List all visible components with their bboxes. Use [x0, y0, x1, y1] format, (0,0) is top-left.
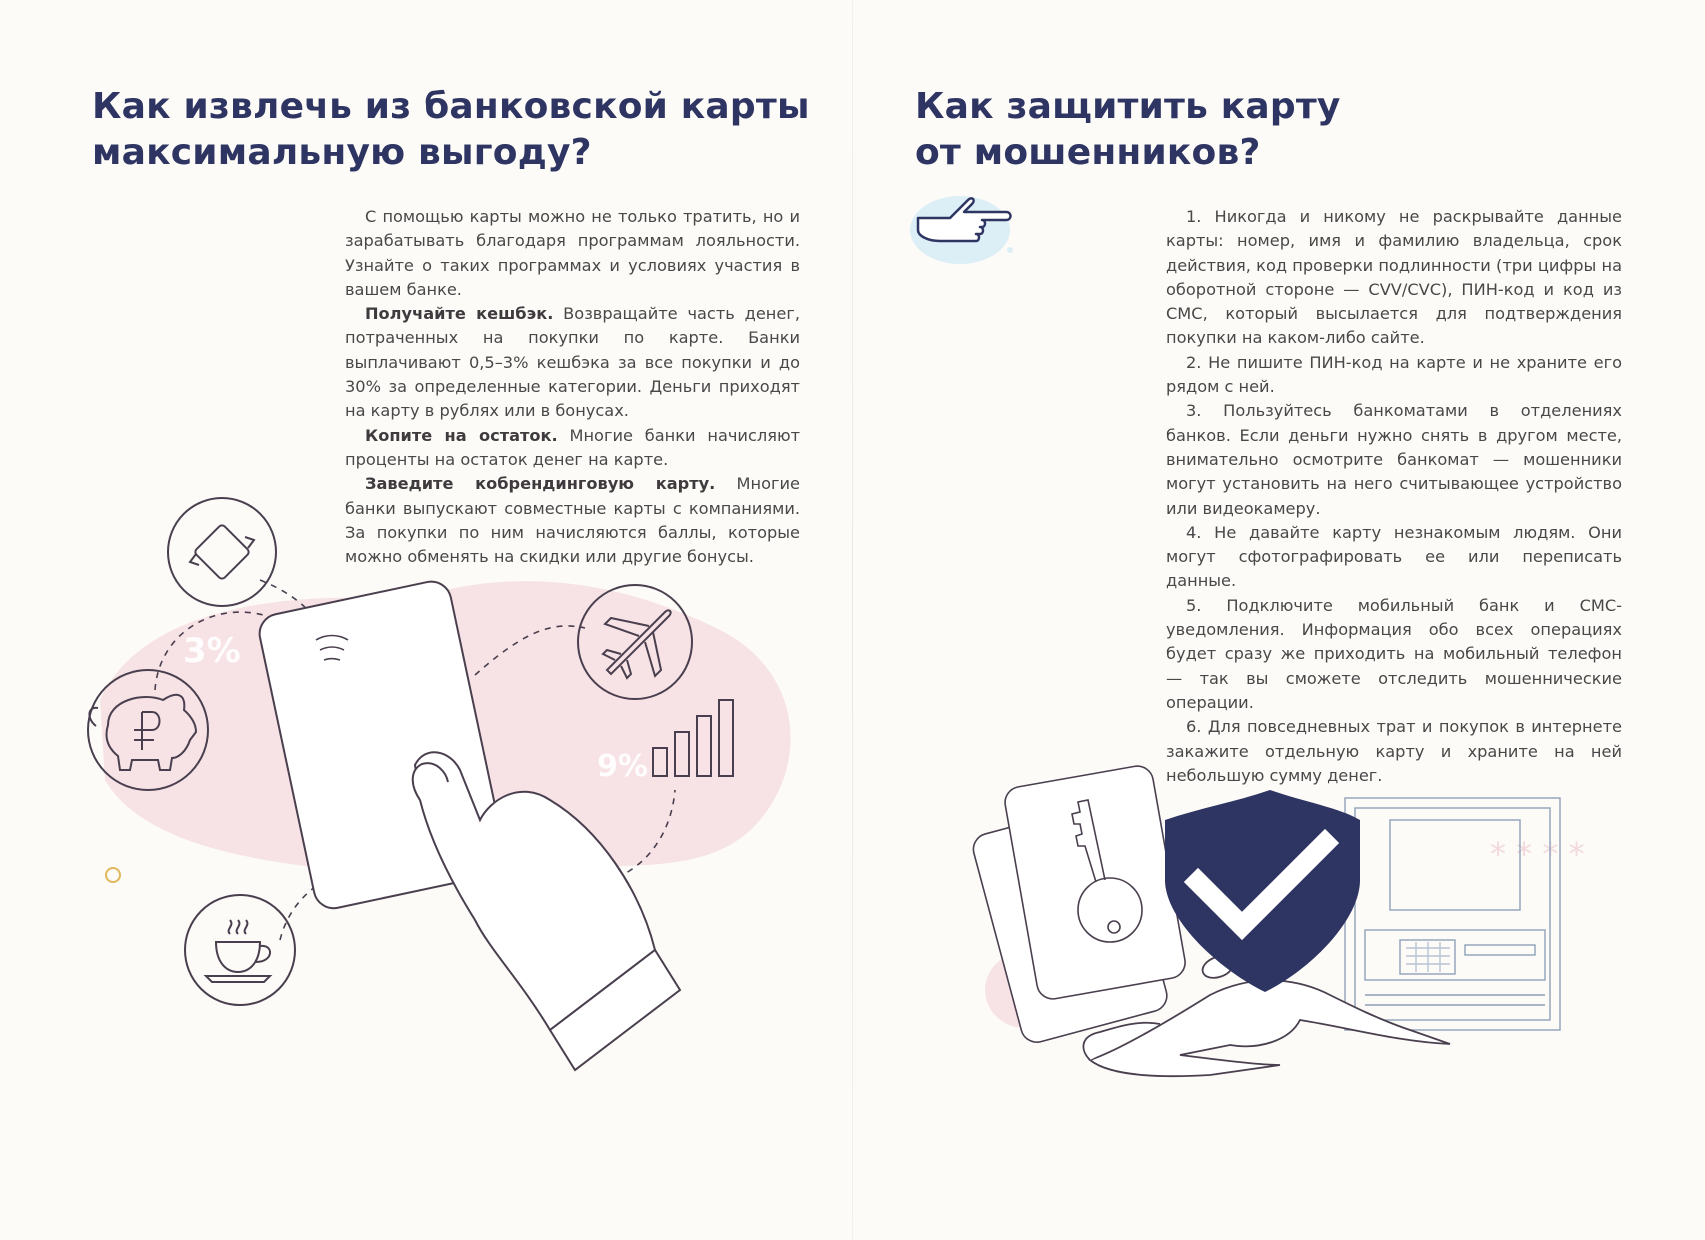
safety-rule-2: 2. Не пишите ПИН-код на карте и не храните его рядом с ней.: [1166, 352, 1622, 397]
pointing-hand-illustration: [910, 190, 1030, 280]
coffee-cup-icon: [185, 895, 295, 1005]
right-title-line-2: от мошенников?: [915, 132, 1261, 173]
left-title-line-1: Как извлечь из банковской карты: [92, 86, 810, 127]
tip-lead-cashback: Получайте кешбэк.: [365, 304, 554, 324]
safety-rule-6: 6. Для повседневных трат и покупок в интернете закажите отдельную карту и храните на ней небольшую сумму денег.: [1166, 717, 1622, 785]
page-divider: [852, 0, 853, 1240]
tip-text-balance: Многие банки начисляют проценты на остаток денег на карте.: [345, 425, 800, 469]
safety-rule-3: 3. Пользуйтесь банкоматами в отделениях банков. Если деньги нужно снять в другом месте, внимательно осмотрите банкомат — мошенники могут установить на него считывающее устройство или видеокамеру.: [1166, 401, 1622, 518]
tip-text-cashback: Возвращайте часть денег, потраченных на покупки по карте. Банки выплачивают 0,5–3% кешбэка за все покупки и до 30% за определенные категории. Деньги приходят на карту в рублях или в бонусах.: [345, 304, 800, 421]
decorative-ring: [106, 868, 120, 882]
shield-check-icon: [1165, 790, 1360, 992]
right-page-title: [915, 84, 1341, 176]
safety-rule-4: 4. Не давайте карту незнакомым людям. Они могут сфотографировать ее или переписать данные.: [1166, 522, 1622, 591]
left-title-line-2: максимальную выгоду?: [92, 132, 592, 173]
tip-text-cobrand: Многие банки выпускают совместные карты с компаниями. За покупки по ним начисляются баллы, которые можно обменять на скидки или другие бонусы.: [345, 474, 800, 567]
card-benefits-illustration: [80, 480, 820, 1140]
percent-label-3: 3%: [183, 631, 241, 671]
tip-paragraph-cashback: [345, 302, 800, 423]
card-protection-illustration: [960, 720, 1620, 1120]
safety-rule-5: 5. Подключите мобильный банк и СМС-уведомления. Информация обо всех операциях будет сразу же приходить на мобильный телефон — так вы сможете отследить мошеннические операции.: [1166, 595, 1622, 712]
password-mask: * * * *: [1490, 835, 1585, 873]
tip-paragraph-balance: [345, 424, 800, 473]
right-body-text: [1166, 205, 1622, 788]
atm-icon: [1345, 798, 1560, 1030]
percent-label-9: 9%: [597, 749, 648, 784]
tip-lead-cobrand: Заведите кобрендинговую карту.: [365, 474, 716, 494]
exchange-icon: [168, 498, 276, 606]
right-title-line-1: Как защитить карту: [915, 86, 1341, 127]
left-page-title: [92, 84, 810, 176]
intro-paragraph: С помощью карты можно не только тратить, но и зарабатывать благодаря программам лояльности. Узнайте о таких программах и условиях участия в вашем банке.: [345, 207, 800, 299]
tip-lead-balance: Копите на остаток.: [365, 425, 558, 445]
safety-rule-1: 1. Никогда и никому не раскрывайте данные карты: номер, имя и фамилию владельца, срок действия, код проверки подлинности (три цифры на оборотной стороне — CVV/CVC), ПИН-код и код из СМС, который высылается для подтверждения покупки на каком-либо сайте.: [1166, 207, 1622, 348]
